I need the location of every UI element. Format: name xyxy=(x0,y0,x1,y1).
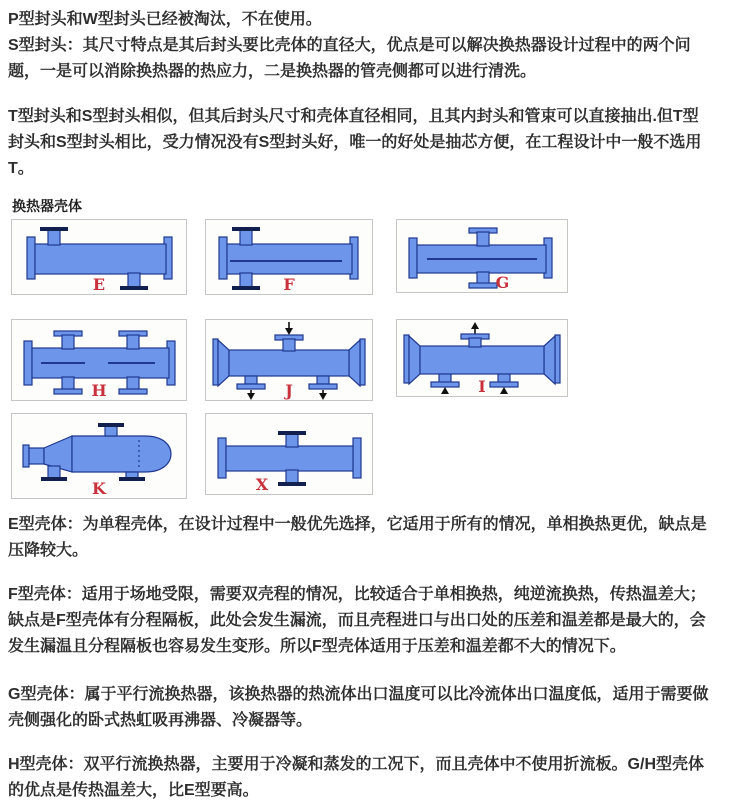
diagram-e-shell xyxy=(11,219,187,295)
diagram-label-g: G xyxy=(495,273,510,292)
diagram-j-shell xyxy=(205,319,373,401)
diagram-label-h: H xyxy=(91,381,107,400)
paragraph-g-shell: G型壳体：属于平行流换热器，该换热器的热流体出口温度可以比冷流体出口温度低，适用于需要做壳侧强化的卧式热虹吸再沸器、冷凝器等。 xyxy=(8,686,709,729)
diagram-k-shell xyxy=(11,413,187,499)
diagram-row-1 xyxy=(11,219,736,295)
diagram-row-2 xyxy=(11,319,736,401)
diagram-f-shell xyxy=(205,219,373,295)
diagram-label-k: K xyxy=(92,479,106,498)
paragraph-s-head: S型封头：其尺寸特点是其后封头要比壳体的直径大，优点是可以解决换热器设计过程中的两个问题，一是可以消除换热器的热应力，二是换热器的管壳侧都可以进行清洗。 xyxy=(8,37,691,80)
diagram-label-f: F xyxy=(283,275,295,294)
diagram-i-shell xyxy=(396,319,568,397)
diagram-grid xyxy=(8,219,736,499)
diagram-h-shell xyxy=(11,319,187,401)
diagram-label-j: J xyxy=(285,381,293,400)
diagram-x-shell xyxy=(205,413,373,495)
diagram-g-shell xyxy=(396,219,568,293)
diagram-label-i: I xyxy=(478,377,486,396)
paragraph-h-shell: H型壳体：双平行流换热器，主要用于冷凝和蒸发的工况下，而且壳体中不使用折流板。G/H型壳体的优点是传热温差大，比E型要高。 xyxy=(8,756,705,799)
diagram-label-e: E xyxy=(92,275,106,294)
paragraph-t-head: T型封头和S型封头相似，但其后封头尺寸和壳体直径相同，且其内封头和管束可以直接抽出.但T型封头和S型封头相比，受力情况没有S型封头好，唯一的好处是抽芯方便，在工程设计中一般不选用T。 xyxy=(8,108,702,177)
paragraph-f-shell: F型壳体：适用于场地受限，需要双壳程的情况，比较适合于单相换热，纯逆流换热，传热温差大；缺点是F型壳体有分程隔板，此处会发生漏流，而且壳程进口与出口处的压差和温差都是最大的，会发生漏温且分程隔板也容易发生变形。所以F型壳体适用于压差和温差都不大的情况下。 xyxy=(8,586,706,655)
paragraph-pw-heads: P型封头和W型封头已经被淘汰，不在使用。 xyxy=(8,11,322,28)
diagram-label-x: X xyxy=(255,475,269,494)
diagram-section-title: 换热器壳体 xyxy=(12,198,82,214)
paragraph-e-shell: E型壳体：为单程壳体，在设计过程中一般优先选择，它适用于所有的情况，单相换热更优，缺点是压降较大。 xyxy=(8,516,707,559)
diagram-row-3 xyxy=(11,413,736,499)
